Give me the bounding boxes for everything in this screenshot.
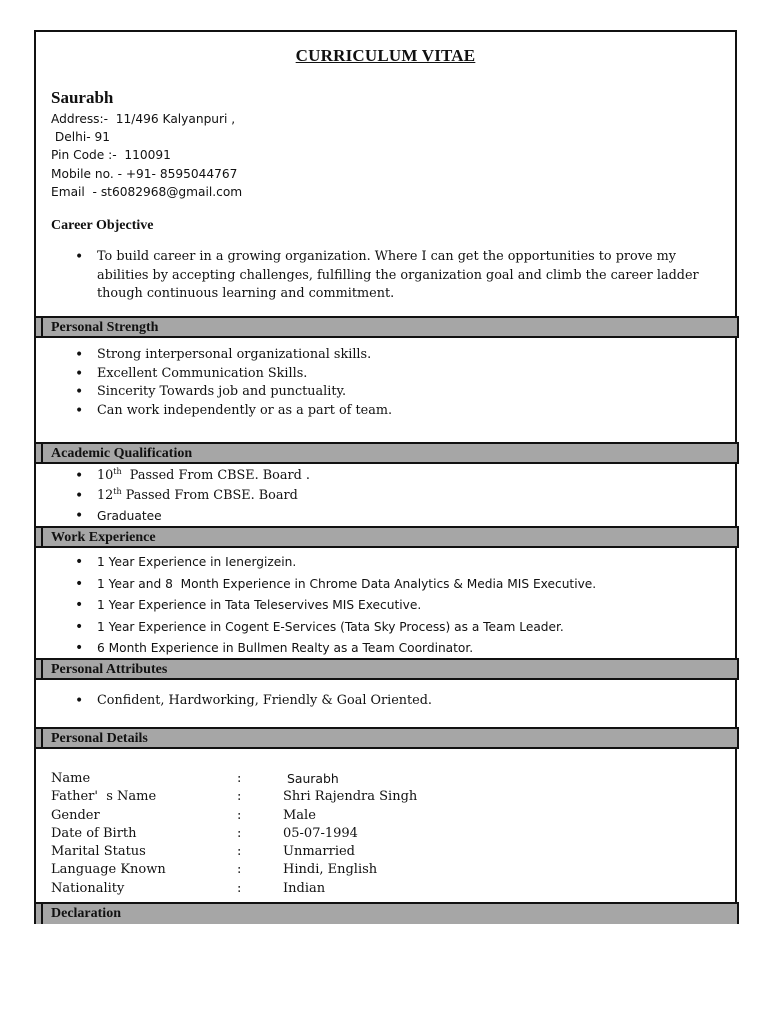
detail-label: Language Known (51, 862, 166, 878)
pin-code: Pin Code :- 110091 (51, 148, 171, 163)
detail-row (51, 880, 711, 898)
detail-row (51, 788, 711, 806)
detail-value: Male (283, 807, 316, 823)
declaration-heading: Declaration (36, 902, 739, 924)
detail-row (51, 807, 711, 825)
detail-label: Gender (51, 807, 100, 823)
detail-value: 05-07-1994 (283, 825, 358, 841)
detail-value: Saurabh (287, 771, 339, 786)
list-item: • Graduatee (51, 506, 731, 526)
career-objective-list (51, 248, 731, 304)
detail-colon: : (237, 771, 242, 786)
detail-colon: : (237, 880, 242, 896)
detail-label: Name (51, 771, 91, 786)
document-title: CURRICULUM VITAE (295, 46, 476, 65)
detail-colon: : (237, 844, 242, 860)
academic-qualification-heading: Academic Qualification (36, 442, 739, 464)
list-item: • To build career in a growing organization. Where I can get the opportunities to prove my abilities by accepting challenges, fulfilling the organization goal and climb the career ladder though continuous learning and commitment. (51, 248, 731, 304)
work-experience-heading: Work Experience (36, 526, 739, 548)
career-objective-heading: Career Objective (51, 218, 154, 233)
email-address: Email - st6082968@gmail.com (51, 184, 243, 199)
detail-label: Marital Status (51, 844, 146, 860)
address-line: Address:- 11/496 Kalyanpuri , (51, 112, 236, 126)
personal-attributes-list (51, 692, 731, 711)
detail-value: Shri Rajendra Singh (283, 789, 418, 805)
detail-label: Date of Birth (51, 825, 137, 841)
detail-row (51, 861, 711, 879)
detail-value: Hindi, English (283, 862, 378, 878)
candidate-name: Saurabh (51, 88, 114, 107)
detail-row (51, 843, 711, 861)
list-item: • 1 Year Experience in Cogent E-Services (Tata Sky Process) as a Team Leader. (51, 617, 731, 639)
list-item: • 10th Passed From CBSE. Board . (51, 466, 731, 486)
detail-row (51, 770, 711, 788)
mobile-number: Mobile no. - +91- 8595044767 (51, 166, 238, 181)
detail-value: Indian (283, 880, 326, 896)
list-item: • Strong interpersonal organizational skills. (51, 346, 731, 365)
detail-label: Father' s Name (51, 789, 157, 805)
personal-strength-heading: Personal Strength (36, 316, 739, 338)
list-item: • Confident, Hardworking, Friendly & Goal Oriented. (51, 692, 731, 711)
list-item: • 12th Passed From CBSE. Board (51, 486, 731, 506)
contact-block (51, 110, 242, 201)
personal-attributes-heading: Personal Attributes (36, 658, 739, 680)
list-item: • 1 Year Experience in Tata Teleservives MIS Executive. (51, 595, 731, 617)
personal-details-table (51, 770, 711, 898)
list-item: • Can work independently or as a part of team. (51, 402, 731, 421)
personal-details-heading: Personal Details (36, 727, 739, 749)
list-item: • Excellent Communication Skills. (51, 365, 731, 384)
detail-colon: : (237, 825, 242, 841)
address-city: Delhi- 91 (51, 130, 111, 145)
detail-colon: : (237, 807, 242, 823)
cv-page (34, 30, 737, 924)
personal-strength-list (51, 346, 731, 420)
list-item: • 6 Month Experience in Bullmen Realty as a Team Coordinator. (51, 638, 731, 660)
detail-label: Nationality (51, 880, 125, 896)
detail-colon: : (237, 789, 242, 805)
work-experience-list (51, 552, 731, 660)
detail-row (51, 825, 711, 843)
detail-value: Unmarried (283, 844, 356, 860)
academic-qualification-list (51, 466, 731, 526)
list-item: • 1 Year and 8 Month Experience in Chrome Data Analytics & Media MIS Executive. (51, 574, 731, 596)
list-item: • 1 Year Experience in Ienergizein. (51, 552, 731, 574)
detail-colon: : (237, 862, 242, 878)
list-item: • Sincerity Towards job and punctuality. (51, 383, 731, 402)
